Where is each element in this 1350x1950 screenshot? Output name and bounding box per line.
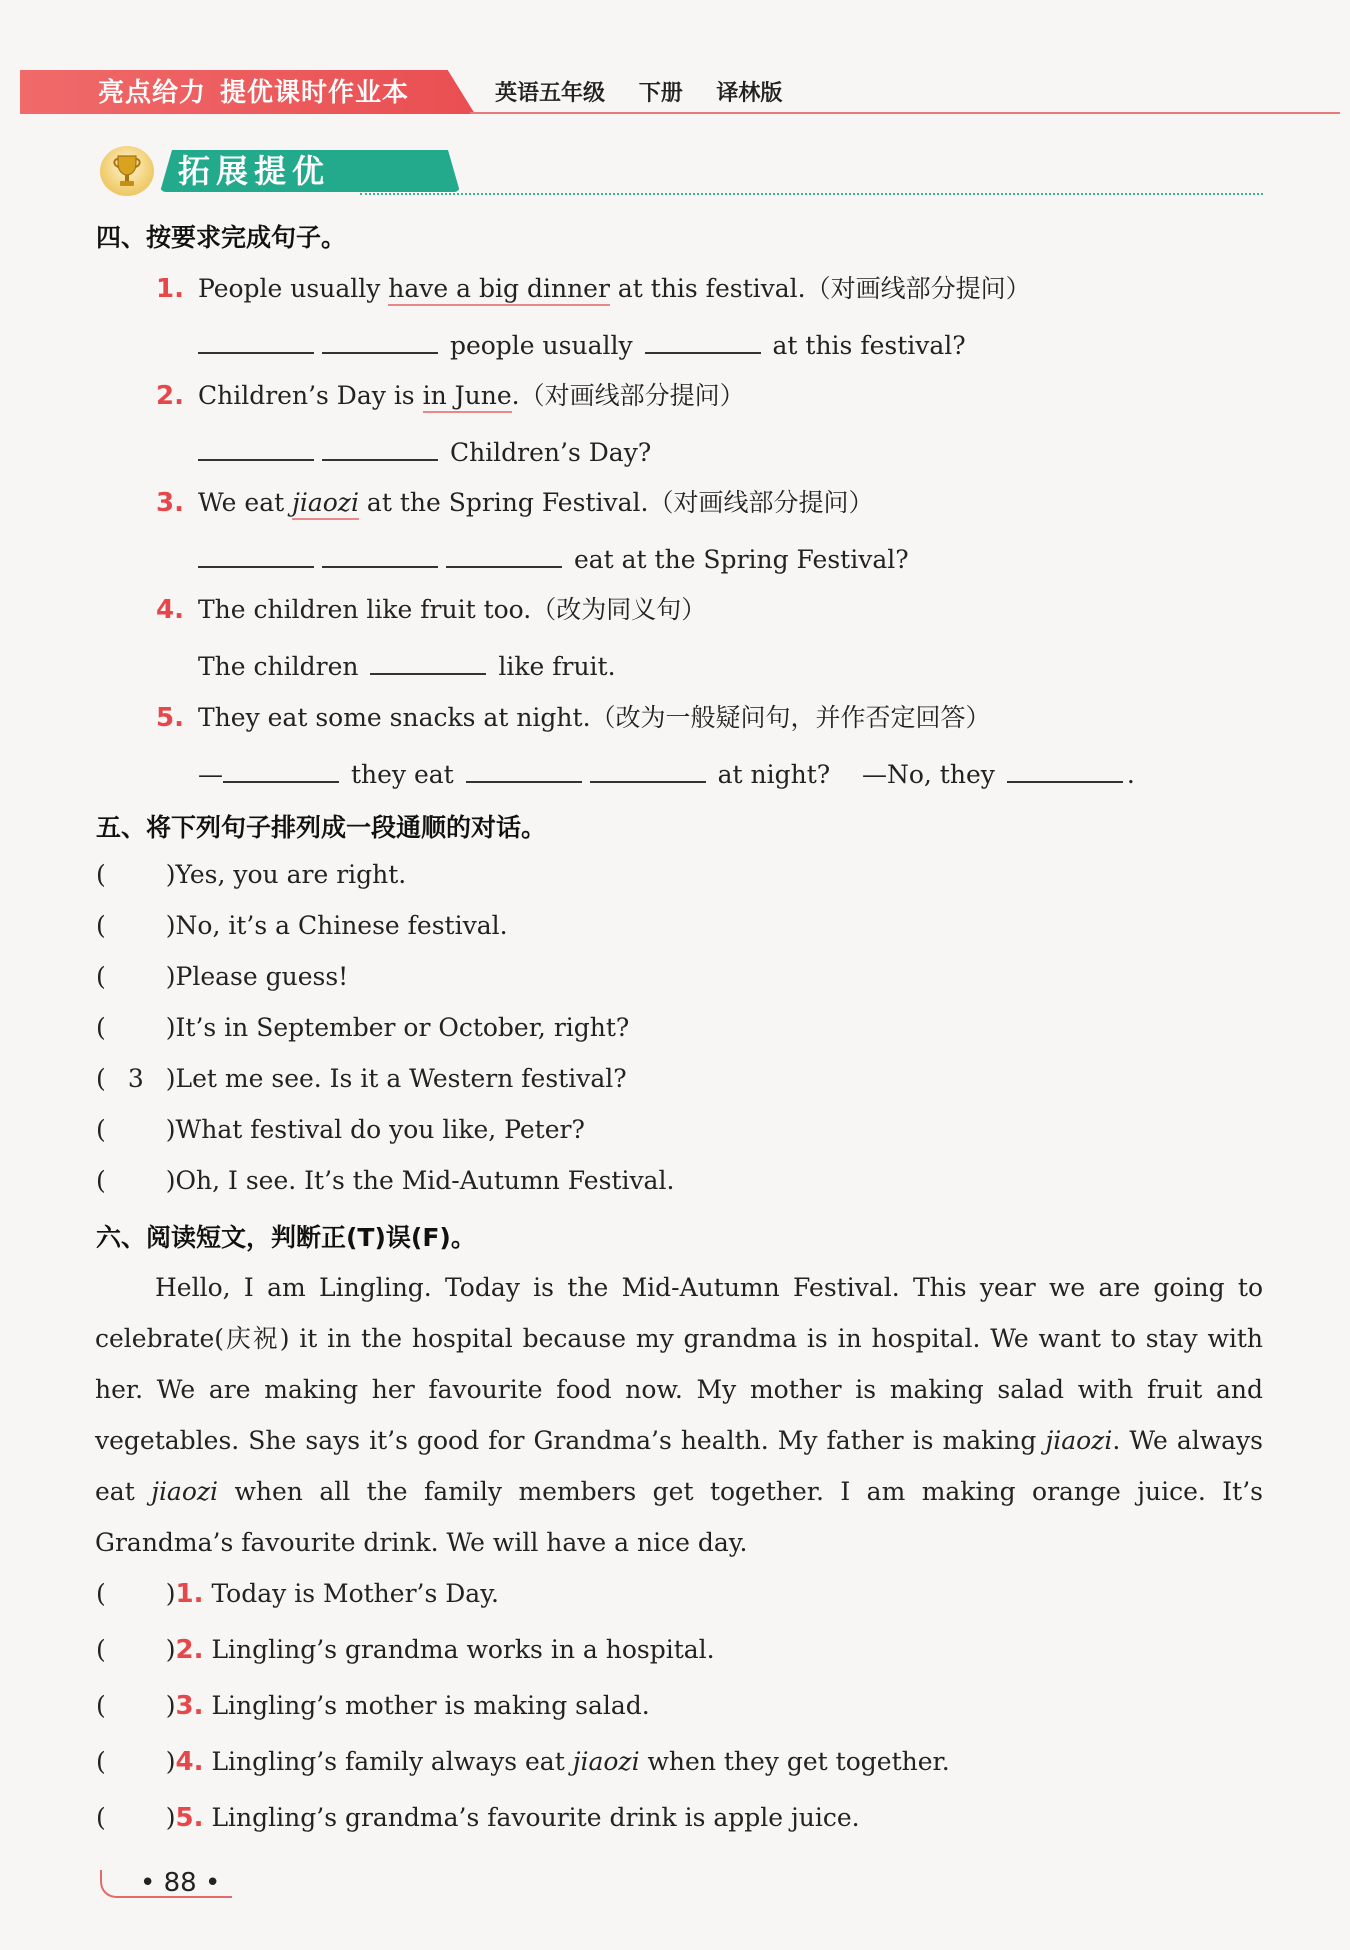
- tf-number: 4.: [175, 1747, 204, 1777]
- underlined-part: jiaozi: [292, 488, 359, 520]
- q4-prompt: The children like fruit too.（改为同义句）: [198, 595, 707, 624]
- q2-answer-line: Children’s Day?: [198, 433, 651, 470]
- tf-item: ( )2. Lingling’s grandma works in a hospital.: [96, 1635, 715, 1665]
- q1-answer-line: people usually at this festival?: [198, 326, 966, 363]
- edition-label: 译林版: [716, 81, 783, 106]
- ordering-item: ( )Yes, you are right.: [96, 860, 407, 889]
- badge-label: 拓展提优: [178, 152, 331, 190]
- q1-number: 1.: [156, 274, 184, 304]
- dialogue-sentence: It’s in September or October, right?: [175, 1013, 630, 1042]
- tf-statement: Today is Mother’s Day.: [211, 1579, 499, 1608]
- series-label: 提优课时作业本: [220, 78, 410, 108]
- tf-statement: Lingling’s family always eat jiaozi when they get together.: [211, 1747, 950, 1776]
- dotted-rule: [360, 193, 1263, 195]
- underlined-part: in June: [423, 381, 512, 413]
- tf-statement: Lingling’s grandma’s favourite drink is apple juice.: [211, 1803, 860, 1832]
- answer-blank[interactable]: [466, 755, 582, 783]
- answer-blank[interactable]: [1007, 755, 1123, 783]
- header-brand: [98, 75, 409, 111]
- instruction-note: （对画线部分提问）: [519, 381, 745, 410]
- ordering-item: ( )Oh, I see. It’s the Mid-Autumn Festival.: [96, 1166, 675, 1195]
- tf-item: ( )5. Lingling’s grandma’s favourite drink is apple juice.: [96, 1803, 860, 1833]
- dialogue-sentence: Please guess!: [175, 962, 349, 991]
- volume-label: 下册: [638, 81, 683, 106]
- answer-blank[interactable]: [446, 540, 562, 568]
- tf-number: 3.: [175, 1691, 204, 1721]
- order-answer-slot[interactable]: 3: [127, 1064, 144, 1093]
- tf-number: 2.: [175, 1635, 204, 1665]
- q2-number: 2.: [156, 381, 184, 411]
- answer-blank[interactable]: [370, 647, 486, 675]
- tf-statement: Lingling’s mother is making salad.: [211, 1691, 650, 1720]
- answer-blank[interactable]: [198, 326, 314, 354]
- tf-item: ( )3. Lingling’s mother is making salad.: [96, 1691, 650, 1721]
- q4-answer-line: The children like fruit.: [198, 647, 616, 684]
- ordering-item: ( )It’s in September or October, right?: [96, 1013, 630, 1042]
- answer-blank[interactable]: [645, 326, 761, 354]
- instruction-note: （改为同义句）: [531, 595, 707, 624]
- q4-number: 4.: [156, 595, 184, 625]
- page-number: • 88 •: [140, 1868, 221, 1898]
- underlined-part: have a big dinner: [388, 274, 610, 306]
- book-info: [495, 76, 808, 112]
- q3-answer-line: eat at the Spring Festival?: [198, 540, 909, 577]
- answer-blank[interactable]: [590, 755, 706, 783]
- q2-prompt: Children’s Day is in June.（对画线部分提问）: [198, 379, 745, 413]
- q1-prompt: People usually have a big dinner at this festival.（对画线部分提问）: [198, 272, 1031, 306]
- ordering-item: ( )What festival do you like, Peter?: [96, 1115, 585, 1144]
- q3-prompt: We eat jiaozi at the Spring Festival.（对画线部分提问）: [198, 486, 873, 520]
- answer-blank[interactable]: [322, 433, 438, 461]
- answer-blank[interactable]: [322, 540, 438, 568]
- header-rule: [470, 112, 1340, 114]
- q5-prompt: They eat some snacks at night.（改为一般疑问句，并作否定回答）: [198, 703, 991, 732]
- section-4-title: 四、按要求完成句子。: [96, 223, 347, 252]
- instruction-note: （对画线部分提问）: [805, 274, 1031, 303]
- tf-item: ( )4. Lingling’s family always eat jiaozi when they get together.: [96, 1747, 950, 1777]
- instruction-note: （改为一般疑问句，并作否定回答）: [590, 703, 991, 732]
- answer-blank[interactable]: [198, 433, 314, 461]
- q5-answer-line: — they eat at night? —No, they .: [198, 755, 1135, 792]
- answer-blank[interactable]: [223, 755, 339, 783]
- ordering-item: ( 3 )Let me see. Is it a Western festival?: [96, 1062, 627, 1096]
- answer-blank[interactable]: [198, 540, 314, 568]
- ordering-item: ( )Please guess!: [96, 962, 349, 991]
- instruction-note: （对画线部分提问）: [648, 488, 874, 517]
- tf-statement: Lingling’s grandma works in a hospital.: [211, 1635, 715, 1664]
- q5-number: 5.: [156, 703, 184, 733]
- tf-number: 1.: [175, 1579, 204, 1609]
- trophy-icon: [100, 146, 154, 196]
- answer-blank[interactable]: [322, 326, 438, 354]
- section-5-title: 五、将下列句子排列成一段通顺的对话。: [96, 813, 547, 842]
- tf-number: 5.: [175, 1803, 204, 1833]
- tf-item: ( )1. Today is Mother’s Day.: [96, 1579, 499, 1609]
- section-6-title: 六、阅读短文，判断正(T)误(F)。: [96, 1223, 476, 1252]
- dialogue-sentence: No, it’s a Chinese festival.: [175, 911, 508, 940]
- q3-number: 3.: [156, 488, 184, 518]
- brand-label: 亮点给力: [98, 78, 207, 108]
- reading-passage: Hello, I am Lingling. Today is the Mid-Autumn Festival. This year we are going to celebrate(庆祝) it in the hospital because my grandma is in hospital. We want to stay with her. We are making her favourite food now. My mother is making salad with fruit and vegetables. She says it’s good for Grandma’s health. My father is making jiaozi. We always eat jiaozi when all the family members get together. I am making orange juice. It’s Grandma’s favourite drink. We will have a nice day.: [95, 1273, 1263, 1557]
- dialogue-sentence: Yes, you are right.: [175, 860, 407, 889]
- dialogue-sentence: What festival do you like, Peter?: [175, 1115, 585, 1144]
- subject-label: 英语五年级: [495, 81, 606, 106]
- ordering-item: ( )No, it’s a Chinese festival.: [96, 911, 508, 940]
- dialogue-sentence: Let me see. Is it a Western festival?: [175, 1064, 627, 1093]
- dialogue-sentence: Oh, I see. It’s the Mid-Autumn Festival.: [175, 1166, 675, 1195]
